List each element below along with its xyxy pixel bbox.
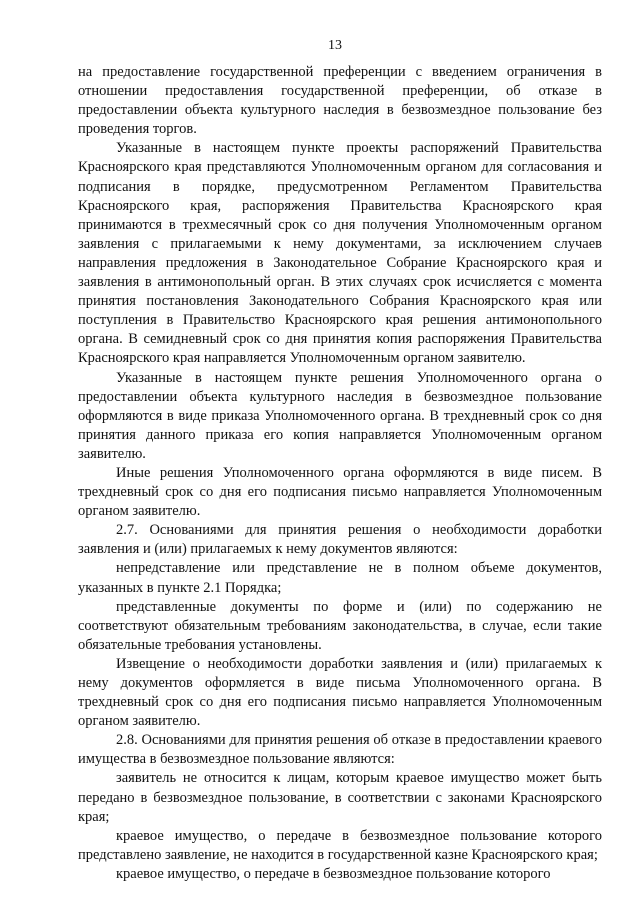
paragraph: на предоставление государственной преференции с введением ограничения в отношении предоставления государственной преференции, об отказе в предоставлении объекта культурного наследия в безвозмездное пользование без проведения торгов. [78, 64, 602, 138]
paragraph: непредставление или представление не в полном объеме документов, указанных в пункте 2.1 Порядка; [78, 560, 602, 596]
paragraph: краевое имущество, о передаче в безвозмездное пользование которого представлено заявление, не находится в государственной казне Красноярского края; [78, 827, 602, 863]
paragraph: Указанные в настоящем пункте решения Уполномоченного органа о предоставлении объекта культурного наследия в безвозмездное пользование оформляются в виде приказа Уполномоченного органа. В трехдневный срок со дня принятия данного приказа его копия направляется Уполномоченным органом заявителю. [78, 369, 602, 462]
paragraph: представленные документы по форме и (или) по содержанию не соответствуют обязательным требованиям законодательства, в случае, если такие обязательные требования установлены. [78, 598, 602, 653]
paragraph: Иные решения Уполномоченного органа оформляются в виде писем. В трехдневный срок со дня его подписания письмо направляется Уполномоченным органом заявителю. [78, 464, 602, 520]
paragraph: 2.8. Основаниями для принятия решения об отказе в предоставлении краевого имущества в безвозмездное пользование являются: [78, 732, 602, 768]
paragraph: заявитель не относится к лицам, которым краевое имущество может быть передано в безвозмездное пользование, в соответствии с законами Красноярского края; [78, 770, 602, 825]
page-number: 13 [328, 38, 342, 53]
paragraph: Указанные в настоящем пункте проекты распоряжений Правительства Красноярского края представляются Уполномоченным органом для согласования и подписания в порядке, предусмотренном Регламентом Правительства Красноярского края, распоряжения Правительства Красноярского края принимаются в трехмесячный срок со дня получения Уполномоченным органом заявления с прилагаемыми к нему документами, за исключением случаев направления предложения в Законодательное Собрание Красноярского края и заявления в антимонопольный орган. В этих случаях срок исчисляется с момента принятия постановления Законодательного Собрания Красноярского края или поступления в Правительство Красноярского края решения антимонопольного органа. В семидневный срок со дня принятия копия распоряжения Правительства Красноярского края направляется Уполномоченным органом заявителю. [78, 140, 602, 367]
paragraph: краевое имущество, о передаче в безвозмездное пользование которого [116, 865, 551, 882]
paragraph: Извещение о необходимости доработки заявления и (или) прилагаемых к нему документов оформляется в виде письма Уполномоченного органа. В трехдневный срок со дня его подписания письмо направляется Уполномоченным органом заявителю. [78, 655, 602, 730]
document-body [78, 63, 602, 884]
paragraph: 2.7. Основаниями для принятия решения о необходимости доработки заявления и (или) прилагаемых к нему документов являются: [78, 522, 602, 558]
